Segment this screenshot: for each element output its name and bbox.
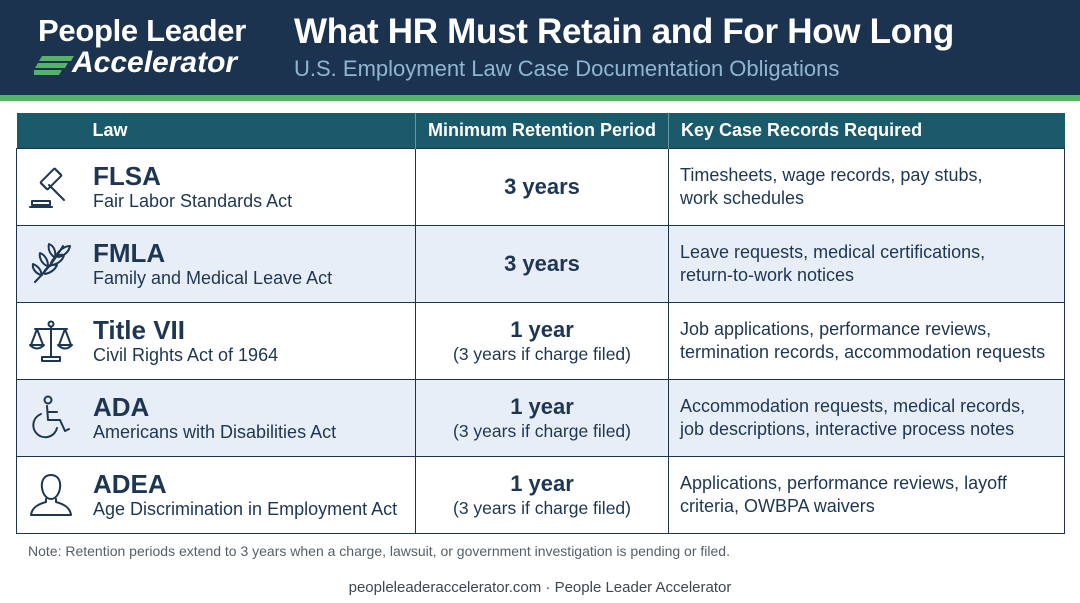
table-row [17,456,1065,533]
table-header-row [17,113,1065,148]
retention-cell [416,379,669,456]
law-cell [17,456,416,533]
page-subtitle: U.S. Employment Law Case Documentation Obligations [294,56,840,81]
records-line: termination records, accommodation requests [680,341,1046,362]
person-icon [27,471,75,519]
records-line: work schedules [680,187,805,208]
retention-cell [416,148,669,225]
retention-condition: (3 years if charge filed) [453,497,631,518]
law-cell [17,148,416,225]
records-cell [669,225,1065,302]
records-line: criteria, OWBPA waivers [680,495,875,516]
law-abbreviation: ADEA [93,468,167,499]
retention-period: 1 year [510,470,574,496]
retention-cell [416,302,669,379]
table-row [17,148,1065,225]
retention-period: 3 years [504,250,580,276]
law-cell [17,302,416,379]
records-cell [669,456,1065,533]
records-line: return-to-work notices [680,264,855,285]
header-banner [0,0,1080,95]
table-row [17,379,1065,456]
records-cell [669,148,1065,225]
page-title: What HR Must Retain and For How Long [294,12,954,51]
law-abbreviation: FMLA [93,237,166,268]
records-cell [669,379,1065,456]
retention-cell [416,456,669,533]
law-cell [17,379,416,456]
leaf-icon [27,240,75,288]
footer-credit: peopleleaderaccelerator.com · People Leader Accelerator [348,579,732,596]
accent-divider [0,95,1080,101]
brand-line-1: People Leader [38,13,247,48]
footnote: Note: Retention periods extend to 3 years when a charge, lawsuit, or government investigation is pending or filed. [28,543,730,559]
records-line: Job applications, performance reviews, [680,318,992,339]
records-line: Accommodation requests, medical records, [680,395,1026,416]
law-full-name: Civil Rights Act of 1964 [93,344,279,365]
brand-line-2: Accelerator [72,46,238,79]
retention-period: 1 year [510,393,574,419]
gavel-icon [27,163,75,211]
retention-condition: (3 years if charge filed) [453,420,631,441]
law-abbreviation: Title VII [93,314,185,345]
records-line: job descriptions, interactive process notes [680,418,1015,439]
retention-cell [416,225,669,302]
table-row [17,302,1065,379]
law-full-name: Age Discrimination in Employment Act [93,498,398,519]
law-cell [17,225,416,302]
column-header-law: Law [17,113,416,148]
retention-period: 3 years [504,173,580,199]
table-row [17,225,1065,302]
scales-icon [27,317,75,365]
records-line: Leave requests, medical certifications, [680,241,986,262]
records-cell [669,302,1065,379]
retention-period: 1 year [510,316,574,342]
law-abbreviation: FLSA [93,160,161,191]
column-header-retention: Minimum Retention Period [416,113,669,148]
records-line: Timesheets, wage records, pay stubs, [680,164,983,185]
retention-table [16,113,1065,534]
law-abbreviation: ADA [93,391,150,422]
law-full-name: Americans with Disabilities Act [93,421,337,442]
law-full-name: Fair Labor Standards Act [93,190,293,211]
column-header-records: Key Case Records Required [669,113,1065,148]
retention-condition: (3 years if charge filed) [453,343,631,364]
logo-dash-icon [34,54,74,76]
records-line: Applications, performance reviews, layoff [680,472,1007,493]
wheelchair-icon [27,394,75,442]
law-full-name: Family and Medical Leave Act [93,267,333,288]
